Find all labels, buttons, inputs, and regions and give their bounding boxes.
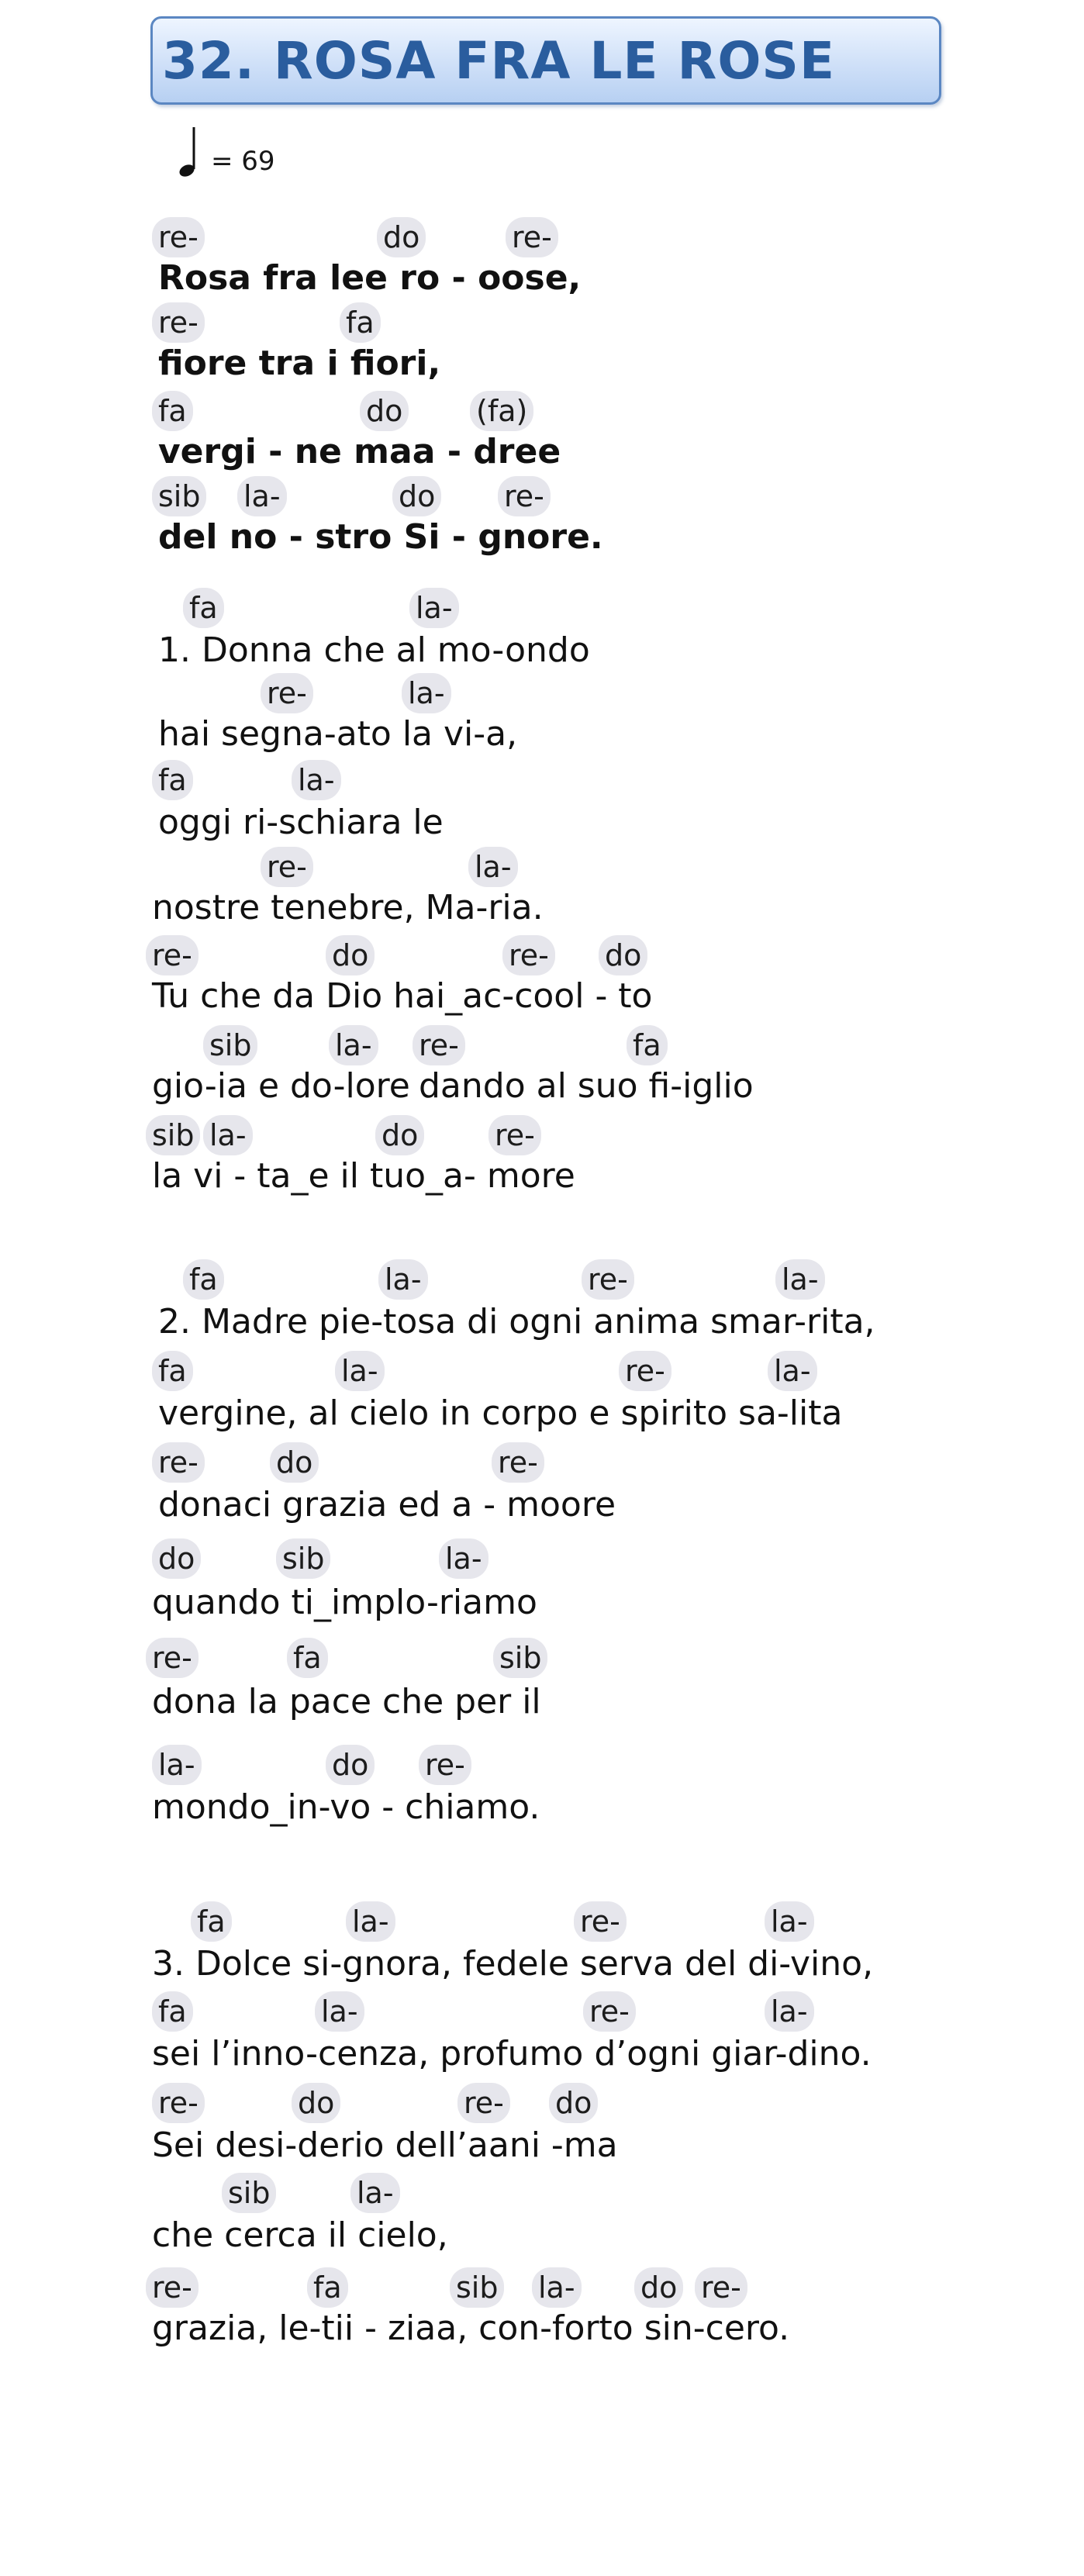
chord: re-	[152, 2083, 205, 2123]
chord: do	[292, 2083, 340, 2123]
lyric-line: 1. Donna che al mo-ondo	[158, 630, 590, 670]
chord: re-	[695, 2267, 747, 2308]
chord: la-	[335, 1351, 385, 1391]
chord: sib	[146, 1115, 200, 1155]
lyric-line: donaci grazia ed a - moore	[158, 1485, 616, 1525]
chord: fa	[183, 588, 224, 628]
lyric-line: mondo_in-vo - chiamo.	[152, 1787, 540, 1827]
chord: do	[634, 2267, 683, 2308]
lyric-line: vergi - ne maa - dree	[158, 432, 561, 471]
chord: re-	[582, 1259, 634, 1300]
lyric-line: del no - stro Si - gnore.	[158, 517, 603, 557]
lyric-line: dando al suo fi-iglio	[419, 1066, 754, 1106]
chord: sib	[450, 2267, 504, 2308]
lyric-line: dona la pace che per il	[152, 1682, 541, 1721]
chord: fa	[152, 1351, 193, 1391]
chord: fa	[183, 1259, 224, 1300]
lyric-line: sei l’inno-cenza, profumo d’ogni giar-dino.	[152, 2034, 872, 2074]
chord: la-	[152, 1745, 202, 1785]
chord: re-	[261, 847, 313, 887]
chord: re-	[619, 1351, 671, 1391]
chord: sib	[152, 476, 206, 516]
chord: fa	[627, 1025, 668, 1065]
chord: la-	[532, 2267, 582, 2308]
chord: la-	[439, 1538, 488, 1579]
chord: do	[152, 1538, 201, 1579]
lyric-line: 2. Madre pie-tosa di ogni anima smar-rita,	[158, 1302, 875, 1342]
chord: fa	[287, 1638, 328, 1678]
lyric-line: fiore tra i fiori,	[158, 344, 441, 383]
chord: sib	[203, 1025, 257, 1065]
chord: re-	[419, 1745, 471, 1785]
chord: re-	[152, 217, 205, 257]
chord: la-	[203, 1115, 253, 1155]
chord: re-	[506, 217, 558, 257]
lyric-line: la vi - ta_e il tuo_a- more	[152, 1156, 575, 1196]
lyric-line: Rosa fra lee ro - oose,	[158, 258, 582, 298]
chord: re-	[146, 1638, 199, 1678]
chord: re-	[152, 1442, 205, 1483]
chord: la-	[775, 1259, 825, 1300]
chord: do	[599, 935, 647, 975]
chord: re-	[261, 673, 313, 713]
chord: re-	[146, 2267, 199, 2308]
lyric-line: quando ti_implo-riamo	[152, 1583, 537, 1622]
chord: (fa)	[470, 391, 533, 431]
chord: fa	[191, 1901, 232, 1942]
chord: la-	[765, 1991, 814, 2032]
chord: sib	[222, 2173, 276, 2213]
chord: fa	[152, 1991, 193, 2032]
quarter-note-icon	[177, 124, 200, 178]
chord: re-	[492, 1442, 544, 1483]
chord: do	[270, 1442, 319, 1483]
chord: do	[326, 1745, 375, 1785]
lyric-line: nostre tenebre, Ma-ria.	[152, 888, 544, 927]
chord: la-	[409, 588, 459, 628]
chord: re-	[152, 302, 205, 343]
lyric-line: oggi ri-schiara le	[158, 803, 444, 842]
chord: la-	[350, 2173, 400, 2213]
lyric-line: Tu che da Dio hai_ac-cool - to	[152, 976, 653, 1016]
lyric-line: Sei desi-derio dell’aani -ma	[152, 2125, 618, 2165]
chord: re-	[457, 2083, 510, 2123]
chord: do	[377, 217, 426, 257]
title-banner	[150, 16, 941, 105]
chord: re-	[413, 1025, 465, 1065]
chord: fa	[340, 302, 381, 343]
chord: la-	[402, 673, 451, 713]
chord: la-	[765, 1901, 814, 1942]
song-title: 32. ROSA FRA LE ROSE	[162, 31, 836, 91]
lyric-line: vergine, al cielo in corpo e spirito sa-lita	[158, 1393, 843, 1433]
chord: fa	[152, 391, 193, 431]
chord: do	[360, 391, 409, 431]
chord: do	[326, 935, 375, 975]
chord: re-	[498, 476, 551, 516]
chord: do	[549, 2083, 598, 2123]
chord: sib	[493, 1638, 547, 1678]
chord: re-	[146, 935, 199, 975]
chord: la-	[346, 1901, 395, 1942]
chord: la-	[292, 760, 341, 800]
tempo-value: = 69	[211, 146, 275, 177]
chord: re-	[574, 1901, 627, 1942]
tempo-marking	[177, 124, 332, 186]
lyric-line: che cerca il cielo,	[152, 2215, 448, 2255]
chord: la-	[237, 476, 287, 516]
lyric-line: 3. Dolce si-gnora, fedele serva del di-vino,	[152, 1944, 874, 1984]
chord: fa	[307, 2267, 348, 2308]
chord: do	[392, 476, 441, 516]
lyric-line: grazia, le-tii - ziaa, con-forto sin-cero.	[152, 2308, 790, 2348]
chord: sib	[276, 1538, 330, 1579]
chord: re-	[583, 1991, 636, 2032]
lyric-line: hai segna-ato la vi-a,	[158, 714, 518, 754]
chord: la-	[378, 1259, 428, 1300]
chord: re-	[502, 935, 555, 975]
chord: la-	[468, 847, 518, 887]
chord: do	[375, 1115, 424, 1155]
chord: re-	[488, 1115, 541, 1155]
chord: la-	[329, 1025, 378, 1065]
chord: la-	[315, 1991, 364, 2032]
chord: la-	[768, 1351, 817, 1391]
lyric-line: gio-ia e do-lore	[152, 1066, 410, 1106]
chord: fa	[152, 760, 193, 800]
